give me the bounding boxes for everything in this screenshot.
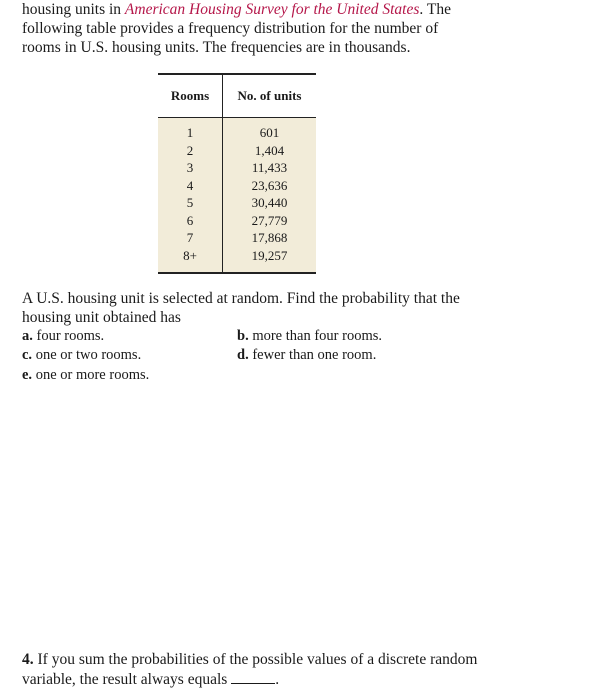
exercise-end: .	[275, 671, 280, 688]
table-row	[158, 177, 316, 195]
units-cell: 23,636	[251, 177, 288, 193]
units-cell: 30,440	[251, 195, 288, 210]
table-row	[158, 229, 316, 247]
units-cell: 601	[259, 125, 280, 140]
table-row	[158, 142, 316, 160]
part-a	[22, 327, 104, 346]
part-e	[22, 366, 149, 385]
rooms-cell: 6	[158, 212, 223, 230]
rooms-cell: 5	[158, 194, 223, 212]
units-cell: 17,868	[251, 230, 288, 245]
part-d	[237, 346, 376, 365]
units-cell: 19,257	[223, 247, 317, 274]
table-row	[158, 194, 316, 212]
table-row	[158, 159, 316, 177]
part-letter: d.	[237, 347, 249, 363]
part-letter: a.	[22, 328, 33, 344]
header-units: No. of units	[237, 88, 302, 103]
rooms-cell: 3	[158, 159, 223, 177]
units-cell: 1,404	[254, 142, 285, 158]
part-text: one or two rooms.	[35, 347, 142, 363]
table-row	[158, 247, 316, 274]
part-text: more than four rooms.	[252, 328, 382, 344]
part-text: fewer than one room.	[252, 347, 377, 363]
part-text: one or more rooms.	[35, 367, 150, 383]
intro-prefix: housing units in	[22, 1, 125, 18]
table-row	[158, 212, 316, 230]
rooms-cell: 7	[158, 229, 223, 247]
exercise-4	[22, 650, 492, 689]
question-stem: A U.S. housing unit is selected at random. Find the probability that the housing unit obtained has	[22, 290, 460, 326]
intro-paragraph	[22, 0, 462, 57]
rooms-cell: 1	[158, 118, 223, 142]
exercise-text: If you sum the probabilities of the possible values of a discrete random variable, the result always equals	[22, 651, 478, 688]
part-b	[237, 327, 382, 346]
header-rooms: Rooms	[158, 74, 223, 118]
part-c	[22, 346, 141, 365]
units-cell: 11,433	[251, 160, 288, 175]
part-letter: c.	[22, 347, 33, 363]
intro-suffix: . The following table provides a frequency distribution for the number of rooms in U.S. housing units. The frequencies are in thousands.	[22, 1, 451, 56]
frequency-table	[158, 73, 316, 274]
rooms-cell: 4	[158, 177, 223, 195]
exercise-number: 4.	[22, 651, 34, 668]
table-row	[158, 118, 316, 142]
survey-source-title: American Housing Survey for the United States	[124, 1, 420, 18]
units-cell: 27,779	[251, 212, 288, 228]
part-letter: b.	[237, 328, 249, 344]
rooms-cell: 8+	[158, 247, 223, 274]
answer-blank[interactable]	[231, 669, 275, 684]
table-header-row	[158, 74, 316, 118]
part-letter: e.	[22, 367, 33, 383]
part-text: four rooms.	[36, 328, 105, 344]
rooms-cell: 2	[158, 142, 223, 160]
